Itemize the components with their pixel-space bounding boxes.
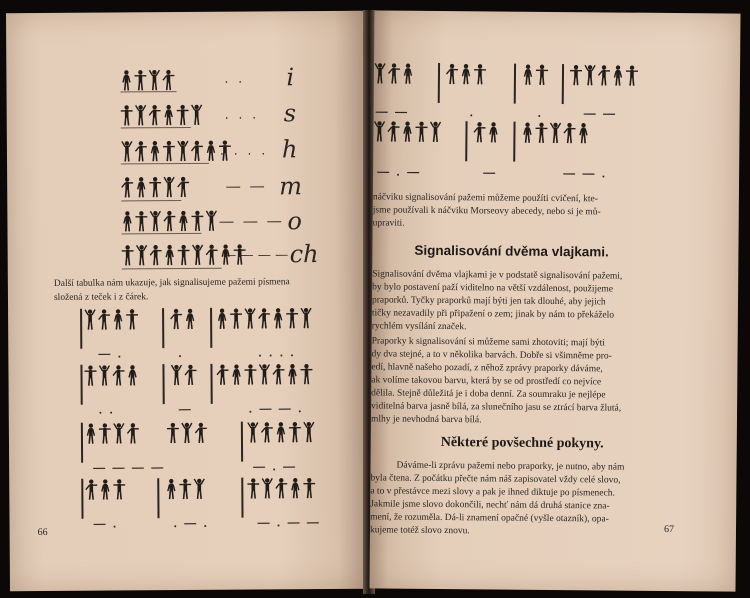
signaller-figure-icon [135, 104, 147, 126]
signaller-figure-icon [286, 363, 298, 385]
signal-table-row-2: . . — . — — . [78, 363, 358, 417]
letter-ch: ch [289, 240, 319, 269]
morse-code-m: — — [226, 177, 268, 194]
signaller-figure-icon [446, 63, 458, 85]
figure-caption-line [121, 127, 191, 131]
signaller-figure-icon [84, 365, 96, 387]
left-page-number: 66 [37, 526, 48, 539]
signaller-figure-icon [184, 308, 196, 330]
signaller-figure-icon [163, 176, 175, 198]
signaller-figure-icon [162, 69, 174, 91]
signal-table-row-1: — . . . . . . [78, 307, 358, 361]
signaller-figure-icon [612, 64, 624, 86]
signaller-figure-icon [165, 478, 177, 500]
signaller-figure-icon [177, 210, 189, 232]
signaller-figure-icon [258, 307, 270, 329]
heading-tips: Některé povšechné pokyny. [440, 435, 604, 452]
paragraph-3-line-3: edí, hlavně našeho pozadí, z něhož zprávy praporky dáváme, [371, 362, 603, 375]
right-page [369, 10, 740, 591]
signaller-figure-icon [289, 421, 301, 443]
paragraph-4-line-6: kujeme totéž slovo znovu. [369, 525, 470, 537]
signaller-figure-icon [179, 478, 191, 500]
signaller-figure-icon [177, 104, 189, 126]
signaller-figure-icon [181, 422, 193, 444]
signaller-figure-icon [429, 121, 441, 143]
signaller-figure-icon [206, 244, 218, 266]
signal-figures-o [121, 210, 217, 233]
signaller-figure-icon [99, 423, 111, 445]
signaller-figure-icon [415, 121, 427, 143]
signaller-figure-icon [286, 307, 298, 329]
letter-i: i [286, 63, 295, 92]
signaller-figure-icon [99, 479, 111, 501]
intro-line-1: Další tabulka nám ukazuje, jak signalisujeme pažemi písmena [53, 277, 290, 289]
signaller-figure-icon [149, 210, 161, 232]
figure-caption-line [121, 163, 209, 168]
signaller-figure-icon [191, 104, 203, 126]
signaller-figure-icon [244, 308, 256, 330]
signaller-figure-icon [177, 176, 189, 198]
signaller-figure-icon [121, 140, 133, 162]
signaller-figure-icon [149, 104, 161, 126]
signaller-figure-icon [205, 140, 217, 162]
signaller-figure-icon [135, 210, 147, 232]
signaller-figure-icon [193, 478, 205, 500]
morse-code-s: . . . [224, 105, 260, 122]
paragraph-1-line-1: náčviku signalisování pažemi můžeme použíti cvičení, kte- [372, 192, 598, 205]
signaller-figure-icon [402, 63, 414, 85]
signaller-figure-icon [570, 64, 582, 86]
signaller-figure-icon [113, 422, 125, 444]
heading-flags: Signalisování dvěma vlajkami. [414, 242, 609, 260]
signaller-figure-icon [135, 176, 147, 198]
intro-line-2: složená z teček i z čárek. [53, 292, 149, 303]
signaller-figure-icon [178, 244, 190, 266]
paragraph-2-line-2: by bylo postavení paží viditelno na větší vzdálenost, použijeme [372, 282, 614, 295]
paragraph-4-line-2: byla čtena. Z počátku přečte nám náš zapisovatel vždy celé slovo, [370, 473, 621, 486]
signaller-figure-icon [112, 308, 124, 330]
signaller-figure-icon [230, 308, 242, 330]
letter-m: m [279, 172, 303, 201]
signaller-figure-icon [626, 65, 638, 87]
signaller-figure-icon [127, 422, 139, 444]
signaller-figure-icon [549, 122, 561, 144]
signaller-figure-icon [126, 308, 138, 330]
signal-figures-i [120, 69, 174, 91]
paragraph-2-line-3: praporků. Tyčky praporků mají býti jen tak dlouhé, aby jejich [371, 295, 606, 308]
signaller-figure-icon [521, 122, 533, 144]
signaller-figure-icon [563, 122, 575, 144]
signal-table-row-top-1: — — . . — — [374, 62, 741, 129]
signaller-figure-icon [195, 422, 207, 444]
signal-figures-h [121, 140, 231, 163]
signaller-figure-icon [184, 364, 196, 386]
morse-code-ch: — — — — [223, 247, 289, 262]
signaller-figure-icon [167, 422, 179, 444]
letter-h: h [281, 135, 298, 164]
morse-code-o: — — — [219, 212, 285, 229]
signaller-figure-icon [487, 121, 499, 143]
signaller-figure-icon [584, 64, 596, 86]
signaller-figure-icon [85, 423, 97, 445]
signaller-figure-icon [230, 364, 242, 386]
signaller-figure-icon [247, 477, 259, 499]
signaller-figure-icon [163, 140, 175, 162]
paragraph-4-line-4: Jakmile jsme slovo dokončili, nechť nám dá druhá stanice zna- [370, 499, 610, 512]
signaller-figure-icon [275, 421, 287, 443]
signal-figures-s [121, 104, 203, 127]
signaller-figure-icon [84, 309, 96, 331]
signaller-figure-icon [460, 63, 472, 85]
signaller-figure-icon [275, 477, 287, 499]
signaller-figure-icon [244, 364, 256, 386]
signaller-figure-icon [148, 69, 160, 91]
signaller-figure-icon [126, 364, 138, 386]
morse-code-h: . . . . [219, 141, 269, 158]
paragraph-2-line-4: tičky nezavadily při připažení o zem; jinak by nám to překáželo [371, 308, 615, 321]
signaller-figure-icon [373, 120, 385, 142]
signaller-figure-icon [170, 308, 182, 330]
signaller-figure-icon [98, 309, 110, 331]
signaller-figure-icon [164, 244, 176, 266]
signaller-figure-icon [289, 477, 301, 499]
signaller-figure-icon [216, 308, 228, 330]
signaller-figure-icon [113, 478, 125, 500]
paragraph-4-line-5: mení, že rozuměla. Dá-li znamení opačné (vyšle otazník), opa- [370, 512, 609, 525]
signaller-figure-icon [170, 364, 182, 386]
signaller-figure-icon [272, 363, 284, 385]
signaller-figure-icon [272, 307, 284, 329]
signaller-figure-icon [192, 244, 204, 266]
signaller-figure-icon [261, 477, 273, 499]
signaller-figure-icon [300, 307, 312, 329]
figure-caption-line [122, 268, 222, 273]
signaller-figure-icon [473, 121, 485, 143]
signaller-figure-icon [163, 104, 175, 126]
signaller-figure-icon [374, 62, 386, 84]
letter-o: o [287, 207, 302, 236]
signaller-figure-icon [387, 121, 399, 143]
signaller-figure-icon [474, 63, 486, 85]
signaller-figure-icon [191, 140, 203, 162]
signaller-figure-icon [121, 210, 133, 232]
paragraph-1-line-2: jsme používali k náčviku Morseovy abecedy, nebo si je mů- [372, 205, 601, 218]
signaller-figure-icon [536, 64, 548, 86]
signaller-figure-icon [163, 210, 175, 232]
signaller-figure-icon [191, 210, 203, 232]
signaller-figure-icon [98, 365, 110, 387]
signaller-figure-icon [535, 122, 547, 144]
signal-figures-m [121, 176, 189, 198]
signal-table-row-4: — . . — . — . — — [79, 477, 359, 531]
paragraph-3-line-5: dělila. Stejně důležitá je i doba denní. Za soumraku je nejlépe [371, 388, 606, 401]
paragraph-3-line-2: dy dva stejné, a to v několika barvách. Dobře si všimněme pro- [371, 349, 612, 362]
signaller-figure-icon [150, 244, 162, 266]
signal-table-row-3: — — — — — . — [79, 421, 359, 475]
paragraph-1-line-3: upraviti. [372, 218, 405, 229]
signaller-figure-icon [120, 69, 132, 91]
signaller-figure-icon [134, 69, 146, 91]
paragraph-2-line-5: rychlém vysílání značek. [371, 321, 467, 333]
signaller-figure-icon [522, 64, 534, 86]
signaller-figure-icon [258, 363, 270, 385]
paragraph-3-line-7: mlhy je nevhodná barva bílá. [370, 414, 482, 426]
signaller-figure-icon [303, 421, 315, 443]
signaller-figure-icon [216, 364, 228, 386]
signaller-figure-icon [121, 176, 133, 198]
signaller-figure-icon [261, 421, 273, 443]
signaller-figure-icon [303, 477, 315, 499]
letter-s: s [283, 99, 297, 128]
signaller-figure-icon [121, 104, 133, 126]
paragraph-3-line-1: Praporky k signalisování si můžeme sami zhotoviti; mají býti [371, 336, 605, 349]
signaller-figure-icon [300, 363, 312, 385]
signaller-figure-icon [388, 63, 400, 85]
signaller-figure-icon [135, 140, 147, 162]
signaller-figure-icon [177, 140, 189, 162]
signaller-figure-icon [247, 421, 259, 443]
right-page-number: 67 [663, 523, 675, 536]
paragraph-2-line-1: Signalisování dvěma vlajkami je v podstatě signalisování pažemi, [372, 269, 623, 282]
signaller-figure-icon [149, 176, 161, 198]
morse-code-i: . . [224, 69, 246, 86]
signaller-figure-icon [136, 244, 148, 266]
paragraph-4-line-1: Dáváme-li zprávu pažemi nebo praporky, je nutno, aby nám [396, 460, 625, 473]
signaller-figure-icon [401, 121, 413, 143]
signaller-figure-icon [149, 140, 161, 162]
figure-caption-line [121, 91, 177, 95]
signaller-figure-icon [205, 210, 217, 232]
figure-caption-line [122, 233, 202, 238]
left-page [6, 11, 367, 591]
paragraph-4-line-3: a to v přestávce mezi slovy a pak je ihned diktuje po písmenech. [370, 486, 615, 499]
signaller-figure-icon [112, 364, 124, 386]
paragraph-3-line-4: ak volíme takovou barvu, která by se od prostředí co nejvíce [371, 375, 602, 388]
paragraph-3-line-6: viditelná barva jasně bílá, za slunečního jasu se ztrácí barva žlutá, [371, 401, 622, 414]
signaller-figure-icon [122, 244, 134, 266]
signaller-figure-icon [598, 64, 610, 86]
signal-table-row-top-2: — . — — — — . [373, 120, 740, 187]
signaller-figure-icon [85, 479, 97, 501]
signaller-figure-icon [577, 122, 589, 144]
figure-caption-line [121, 200, 181, 204]
